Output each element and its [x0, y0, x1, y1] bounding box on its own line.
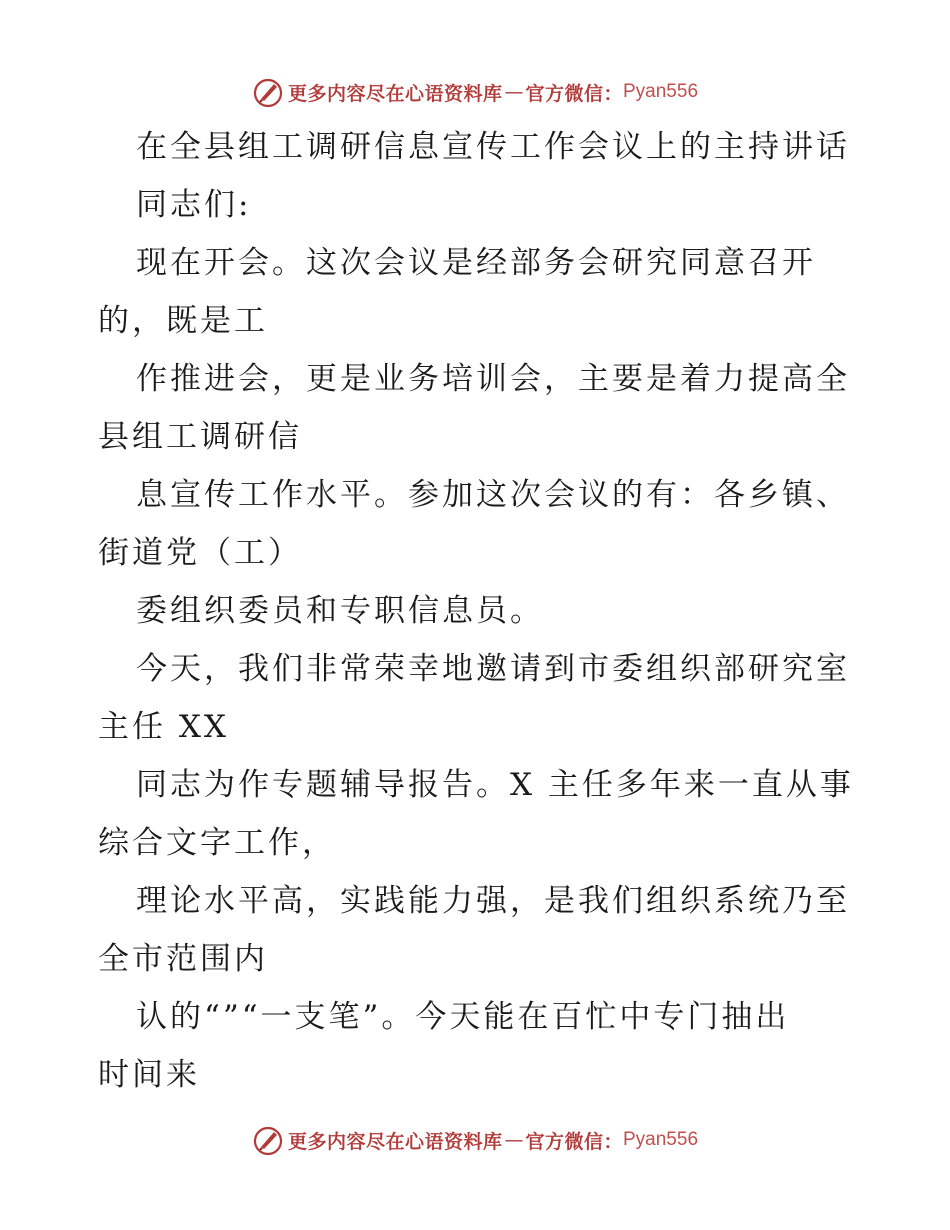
paragraph-line: 全市范围内	[98, 941, 268, 977]
header-watermark	[0, 72, 950, 112]
paragraph-line: 今天，我们非常荣幸地邀请到市委组织部研究室	[136, 651, 850, 687]
paragraph-line: 认的“”“一支笔”。今天能在百忙中专门抽出	[136, 999, 790, 1035]
document-body	[98, 118, 858, 1104]
watermark-dash: —	[504, 1129, 524, 1151]
paragraph-line: 街道党（工）	[98, 535, 302, 571]
footer-watermark	[0, 1120, 950, 1160]
watermark-official: 官方微信：	[525, 1130, 623, 1153]
watermark-text: 更多内容尽在心语资料库	[287, 1130, 503, 1153]
paragraph-line: 时间来	[98, 1057, 200, 1093]
salutation: 同志们:	[136, 187, 252, 223]
paragraph-line: 理论水平高，实践能力强，是我们组织系统乃至	[136, 883, 850, 919]
paragraph-line: 同志为作专题辅导报告。X 主任多年来一直从事	[136, 767, 854, 803]
quill-pen-logo-icon	[252, 76, 284, 108]
paragraph-line: 县组工调研信	[98, 419, 302, 455]
paragraph-line: 主任 XX	[98, 709, 229, 745]
paragraph-line: 的，既是工	[98, 303, 268, 339]
watermark-dash: —	[504, 81, 524, 103]
paragraph-line: 现在开会。这次会议是经部务会研究同意召开	[136, 245, 816, 281]
watermark-text: 更多内容尽在心语资料库	[287, 82, 503, 105]
quill-pen-logo-icon	[252, 1124, 284, 1156]
watermark-handle: Pyan556	[623, 1129, 699, 1150]
paragraph-line: 息宣传工作水平。参加这次会议的有：各乡镇、	[136, 477, 850, 513]
watermark-handle: Pyan556	[623, 81, 699, 102]
document-title: 在全县组工调研信息宣传工作会议上的主持讲话	[136, 129, 850, 165]
paragraph-line: 作推进会，更是业务培训会，主要是着力提高全	[136, 361, 850, 397]
paragraph-line: 委组织委员和专职信息员。	[136, 593, 544, 629]
paragraph-line: 综合文字工作，	[98, 825, 336, 861]
watermark-official: 官方微信：	[525, 82, 623, 105]
